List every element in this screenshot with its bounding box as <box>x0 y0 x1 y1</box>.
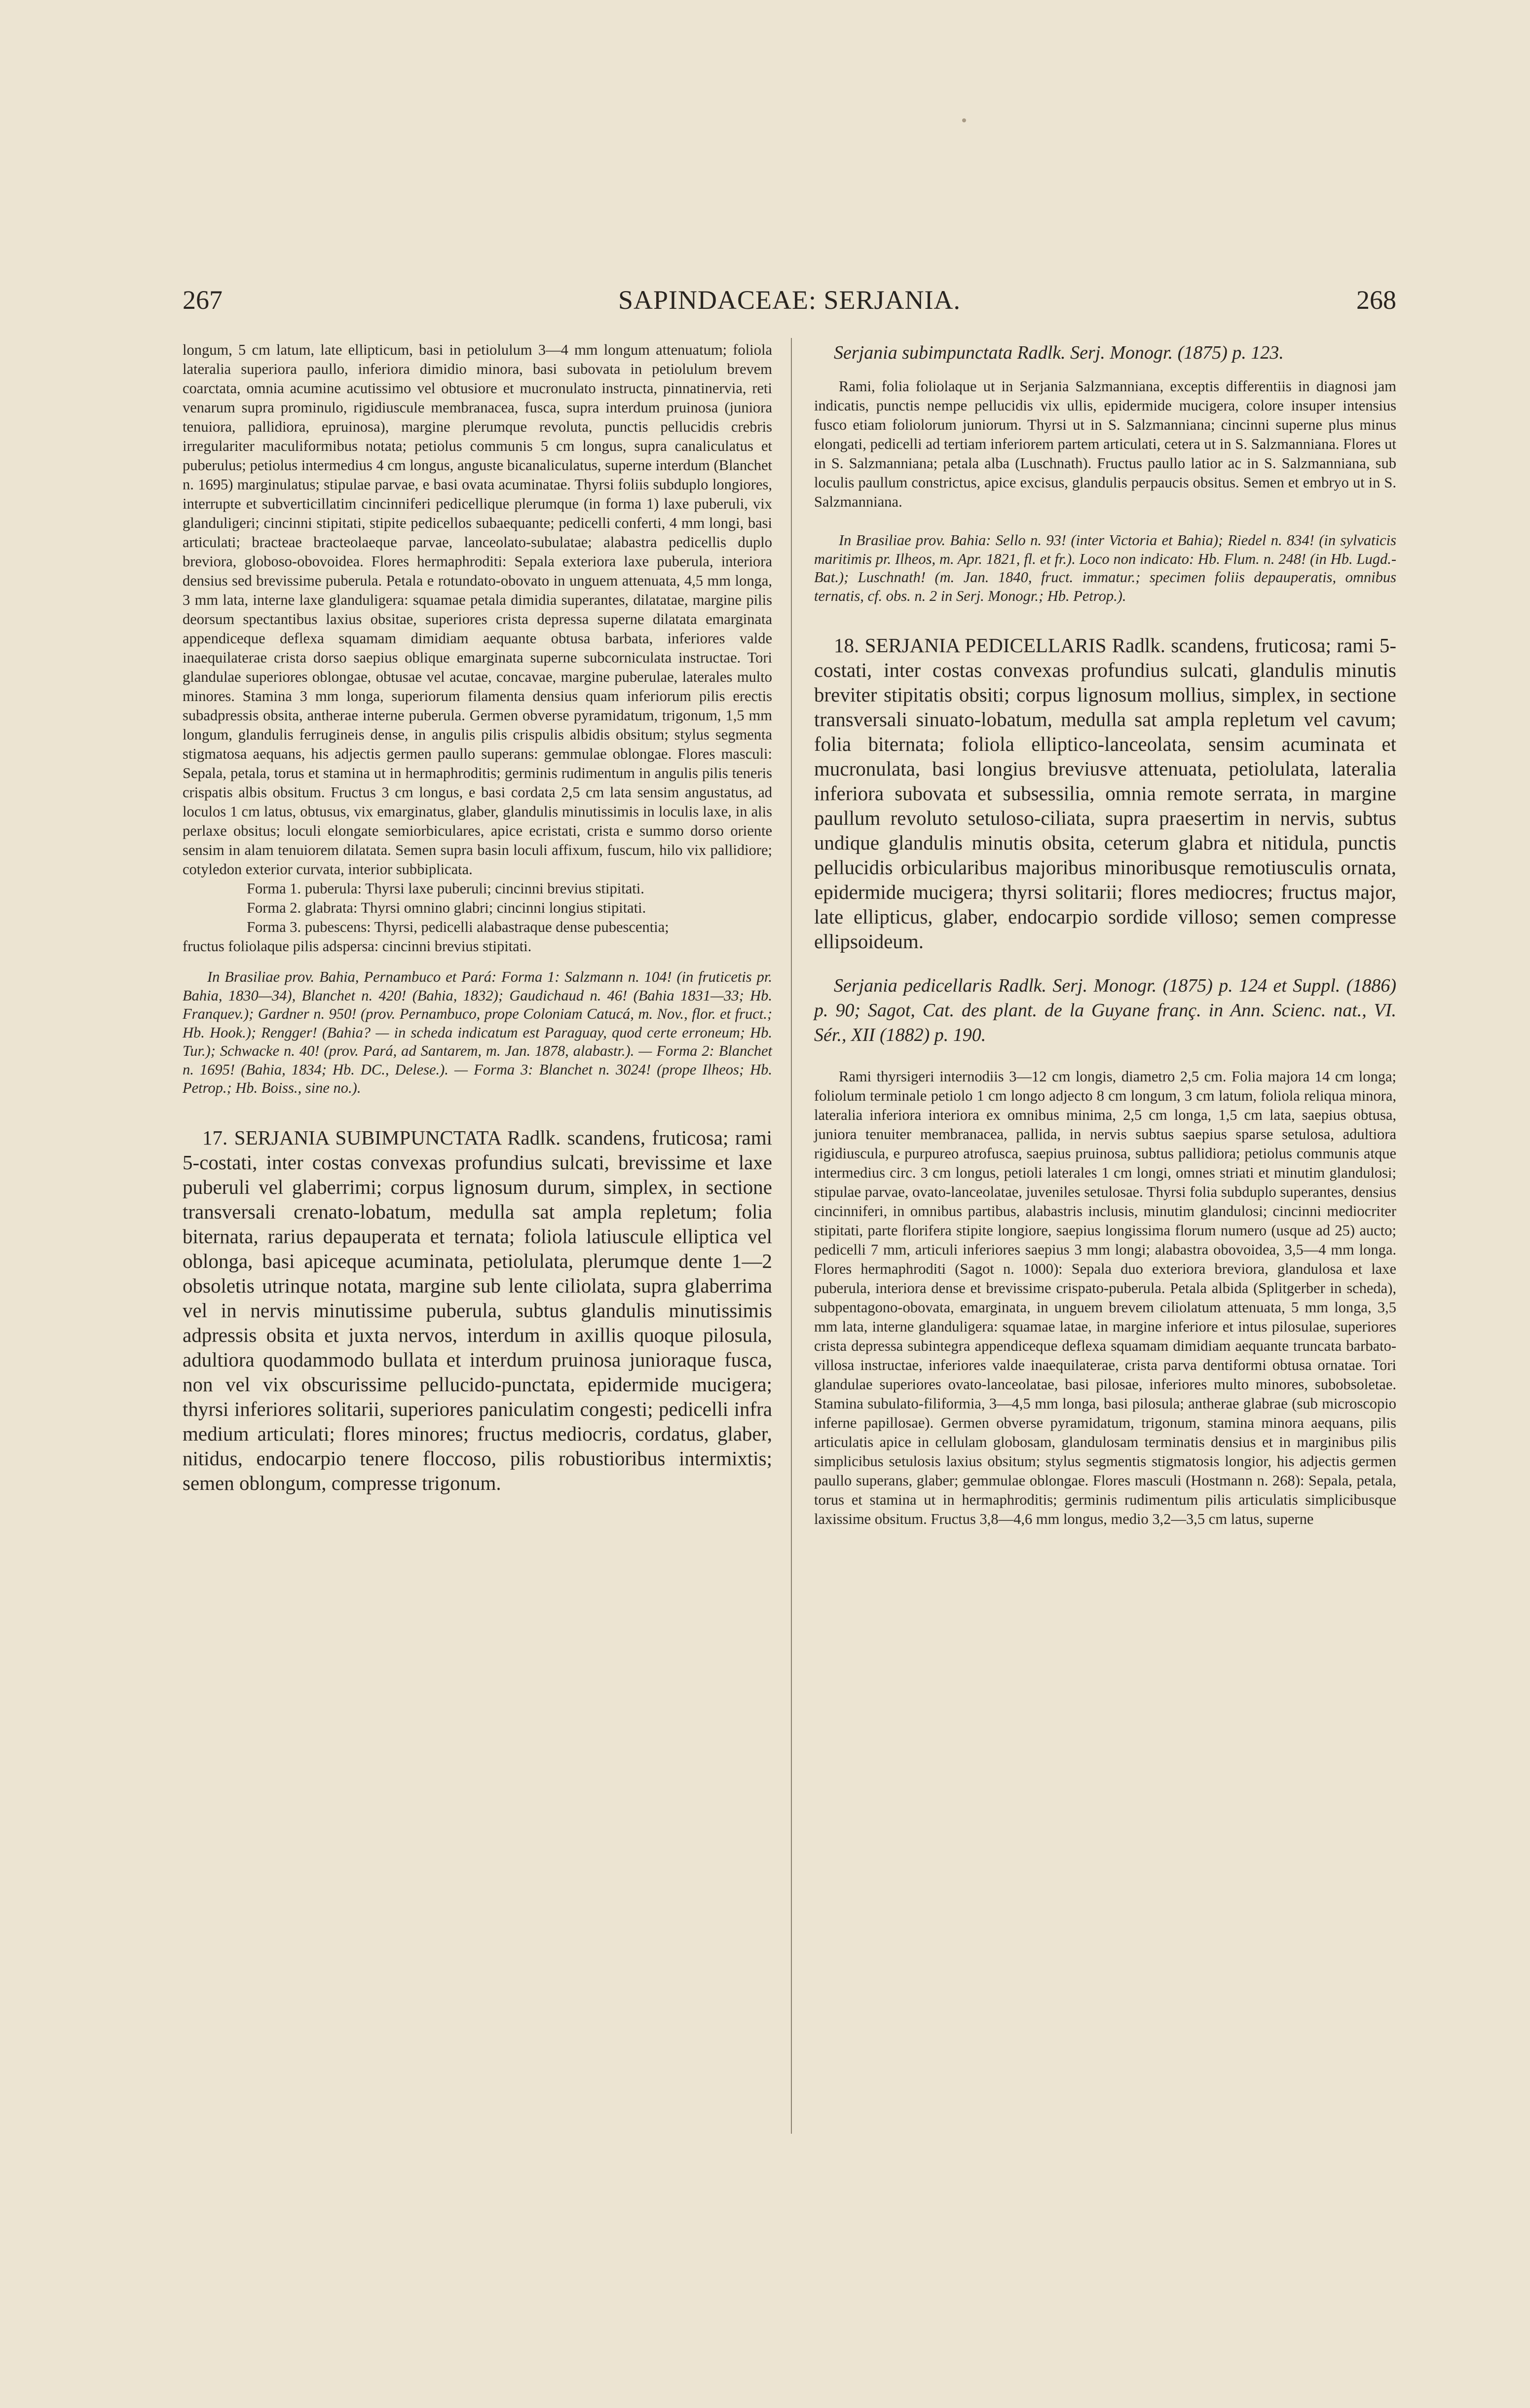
species-17-description: Rami, folia foliolaque ut in Serjania Salzmanniana, exceptis differentiis in diagnosi jam indicatis, punctis nempe pellucidis vix ullis, epidermide mucigera, colore insuper intensius fusco etiam foliolorum juniorum. Thyrsi ut in S. Salzmanniana; cincinni superne plus minus elongati, pedicelli ad tertiam inferiorem partem articulati, cetera ut in S. Salzmanniana. Flores ut in S. Salzmanniana; petala alba (Luschnath). Fructus paullo latior ac in S. Salzmanniana, sub loculis paullum constrictus, apice excisus, glandulis perpaucis obsitus. Semen et embryo ut in S. Salzmanniana. <box>814 378 1396 510</box>
running-title: SAPINDACEAE: SERJANIA. <box>618 285 961 315</box>
formae-list <box>183 879 772 956</box>
page-speck <box>962 118 966 122</box>
page-number-left: 267 <box>183 285 223 315</box>
column-divider <box>791 338 792 2134</box>
specimen-citations: In Brasiliae prov. Bahia, Pernambuco et Pará: Forma 1: Salzmann n. 104! (in fruticetis pr. Bahia, 1830—34), Blanchet n. 420! (Bahia, 1832); Gaudichaud n. 46! (Bahia 1831—33; Hb. Franquev.); Gardner n. 950! (prov. Pernambuco, prope Coloniam Catucá, m. Nov., flor. et fruct.; Hb. Hook.); Rengger! (Bahia? — in scheda indicatum est Paraguay, quod certe erroneum; Hb. Tur.); Schwacke n. 40! (prov. Pará, ad Santarem, m. Jan. 1878, alabastr.). — Forma 2: Blanchet n. 1695! (Bahia, 1834; Hb. DC., Delese.). — Forma 3: Blanchet n. 3024! (prope Ilheos; Hb. Petrop.; Hb. Boiss., sine no.). <box>183 968 772 1096</box>
description-continuation: longum, 5 cm latum, late ellipticum, basi in petiolulum 3—4 mm longum attenuatum; foliola lateralia superiora paullo, inferiora dimidio minora, basi subovata in petiolulum brevem coarctata, omnia acumine acutissimo vel obtusiore et mucronulato instructa, pinnatinervia, reti venarum supra prominulo, rigidiuscule membranacea, fusca, supra interdum pruinosa (juniora tenuiora, pallidiora, epruinosa), margine plerumque revoluta, punctis pellucidis crebris irregulariter maculiformibus notata; petiolus communis 5 cm longus, supra canaliculatus et puberulus; petiolus intermedius 4 cm longus, anguste bicanaliculatus, superne interdum (Blanchet n. 1695) marginulatus; stipulae parvae, e basi ovata acuminatae. Thyrsi foliis subduplo longiores, interrupte et subverticillatim cincinniferi pedicellique plerumque (in forma 1) laxe puberuli, vix glanduligeri; cincinni stipitati, stipite pedicellos subaequante; pedicelli conferti, 4 mm longi, basi articulati; bracteae bracteolaeque parvae, lanceolato-subulatae; alabastra pedicellis duplo breviora, globoso-obovoidea. Flores hermaphroditi: Sepala exteriora laxe puberula, interiora densius sed brevissime puberula. Petala e rotundato-obovato in unguem attenuata, 4,5 mm longa, 3 mm lata, interne laxe glanduligera: squamae petala dimidia superantes, dilatatae, margine pilis deorsum spectantibus laxius obsitae, superiores crista depressa superne dilatata emarginata appendiceque deflexa squamam dimidiam aequante obtusa barbata, inferiores valde inaequilaterae crista dorso saepius oblique emarginata superne subcorniculata instructae. Tori glandulae superiores oblongae, obtusae vel acutae, concavae, margine puberulae, laterales multo minores. Stamina 3 mm longa, superiorum filamenta densius quam inferiorum pilis erectis subadpressis obsita, antherae interne puberula. Germen obverse pyramidatum, trigonum, 1,5 mm longum, glandulis ferrugineis dense, in angulis pilis crispulis albidis obsitum; stylus segmenta stigmatosa aequans, his adjectis germen paullo superans: gemmulae oblongae. Flores masculi: Sepala, petala, torus et stamina ut in hermaphroditis; germinis rudimentum in angulis pilis teneris crispatis albis obsitum. Fructus 3 cm longus, e basi cordata 2,5 cm lata sensim angustatus, ad loculos 1 cm latus, obtusus, vix emarginatus, glaber, glandulis minutissimis in loculis laxe, in alis perlaxe obsitus; loculi elongate semiorbiculares, apice ecristati, crista e summo dorso oriente sensim in alam tenuiorem dilatata. Semen supra basin loculi affixum, fuscum, hilo vix pallidiore; cotyledon exterior curvata, interior subbiplicata. <box>183 341 772 878</box>
species-18-diagnosis: 18. SERJANIA PEDICELLARIS Radlk. scandens, fruticosa; rami 5-costati, inter costas convexas profundius sulcati, glandulis minutis breviter stipitatis obsiti; corpus lignosum mollius, simplex, in sectione transversali sinuato-lobatum, medulla sat ampla repletum vel cavum; folia biternata; foliola elliptico-lanceolata, sensim acuminata et mucronulata, basi longius breviusve attenuata, petiolulata, lateralia inferiora subovata et subsessilia, omnia remote serrata, in margine paullum revoluto setuloso-ciliata, supra praesertim in nervis, subtus undique glandulis minutis obsita, ceterum glabra et nitidula, punctis pellucidis orbicularibus majoribus minoribusque remotiusculis ornata, epidermide mucigera; thyrsi solitarii; flores mediocres; fructus major, late ellipticus, glaber, endocarpio sordide villoso; semen compresse ellipsoideum. <box>814 634 1396 953</box>
right-column <box>814 340 1396 1529</box>
species-17-specimens: In Brasiliae prov. Bahia: Sello n. 93! (inter Victoria et Bahia); Riedel n. 834! (in sylvaticis maritimis pr. Ilheos, m. Apr. 1821, fl. et fr.). Loco non indicato: Hb. Flum. n. 248! (in Hb. Lugd.-Bat.); Luschnath! (m. Jan. 1840, fruct. immatur.; specimen foliis depauperatis, omnibus ternatis, cf. obs. n. 2 in Serj. Monogr.; Hb. Petrop.). <box>814 532 1396 604</box>
forma-3-continuation: fructus foliolaque pilis adspersa: cincinni brevius stipitati. <box>183 938 532 955</box>
species-17-diagnosis: 17. SERJANIA SUBIMPUNCTATA Radlk. scandens, fruticosa; rami 5-costati, inter costas convexas profundius sulcati, brevissime et laxe puberuli vel glaberrimi; corpus lignosum durum, simplex, in sectione transversali crenato-lobatum, medulla sat ampla repletum; folia biternata, rarius depauperata et ternata; foliola latiuscule elliptica vel oblonga, basi apiceque acuminata, petiolulata, plerumque dente 1—2 obsoletis utrinque notata, margine sub lente ciliolata, supra glaberrima vel in nervis minutissime puberula, subtus glandulis minutissimis adpressis obsita et juxta nervos, interdum in axillis quoque pilosula, adultiora quodammodo bullata et interdum pruinosa junioraque fusca, non vel vix obscurissime pellucido-punctata, epidermide mucigera; thyrsi inferiores solitarii, superiores paniculatim congesti; pedicelli infra medium articulati; flores minores; fructus mediocris, cordatus, glaber, nitidus, endocarpio tenere floccoso, pilis robustioribus intermixtis; semen oblongum, compresse trigonum. <box>183 1126 772 1494</box>
forma-1: Forma 1. puberula: Thyrsi laxe puberuli; cincinni brevius stipitati. <box>247 880 644 897</box>
species-17-reference: Serjania subimpunctata Radlk. Serj. Monogr. (1875) p. 123. <box>834 342 1284 363</box>
species-18-reference: Serjania pedicellaris Radlk. Serj. Monogr. (1875) p. 124 et Suppl. (1886) p. 90; Sagot, Cat. des plant. de la Guyane franç. in Ann. Scienc. nat., VI. Sér., XII (1882) p. 190. <box>814 975 1396 1045</box>
species-18-description: Rami thyrsigeri internodiis 3—12 cm longis, diametro 2,5 cm. Folia majora 14 cm longa; foliolum terminale petiolo 1 cm longo adjecto 8 cm longum, 3 cm latum, foliola reliqua minora, lateralia inferiora interiora ex omnibus minima, 2,5 cm longa, 1,5 cm lata, saepius obtusa, juniora tenuiter membranacea, pallida, in nervis subtus saepius sparse setulosa, adultiora rigidiuscula, e purpureo atrofusca, saepius pruinosa, subtus pallidiora; petiolus communis atque intermedius circ. 3 cm longus, petioli laterales 1 cm longi, omnes striati et minutim glandulosi; stipulae parvae, ovato-lanceolatae, juveniles setulosae. Thyrsi folia subduplo superantes, densius cincinniferi, in omnibus partibus, alabastris inclusis, minutim glandulosi; cincinni mediocriter stipitati, parte florifera stipite longiore, saepius longissima florum numero (usque ad 25) aucto; pedicelli 7 mm, articuli inferiores saepius 3 mm longi; alabastra obovoidea, 3,5—4 mm longa. Flores hermaphroditi (Sagot n. 1000): Sepala duo exteriora breviora, glandulosa et laxe puberula, interiora dense et brevissime crispato-puberula. Petala albida (Splitgerber in scheda), subpentagono-obovata, emarginata, in unguem brevem ciliolatum attenuata, 5 mm longa, 3,5 mm lata, interne glanduligera: squamae latae, in margine inferiore et intus pilosulae, superiores crista depressa subintegra appendiceque deflexa squamam dimidiam aequante truncata barbato-villosa instructae, inferiores valde inaequilaterae, crista parva dentiformi obtusa ornatae. Tori glandulae superiores ovato-lanceolatae, basi pilosae, inferiores multo minores, subobsoletae. Stamina subulato-filiformia, 3—4,5 mm longa, basi pilosula; antherae glabrae (sub microscopio inferne papillosae). Germen obverse pyramidatum, trigonum, stamina minora aequans, pilis articulatis apice in cellulam globosam, glandulosam terminatis densius et in marginibus pilis simplicibus setulosis laxius obsitum; stylus segmentis stigmatosis longior, his adjectis germen paullo superans, glaber; gemmulae oblongae. Flores masculi (Hostmann n. 268): Sepala, petala, torus et stamina ut in hermaphroditis; germinis rudimentum pilis articulatis simplicibusque laxissime obsitum. Fructus 3,8—4,6 mm longus, medio 3,2—3,5 cm latus, superne <box>814 1068 1396 1527</box>
page-header <box>183 280 1396 320</box>
forma-2: Forma 2. glabrata: Thyrsi omnino glabri; cincinni longius stipitati. <box>247 899 646 916</box>
left-column <box>183 340 772 1495</box>
forma-3: Forma 3. pubescens: Thyrsi, pedicelli alabastraque dense pubescentia; <box>247 919 669 935</box>
page-number-right: 268 <box>1356 285 1396 315</box>
